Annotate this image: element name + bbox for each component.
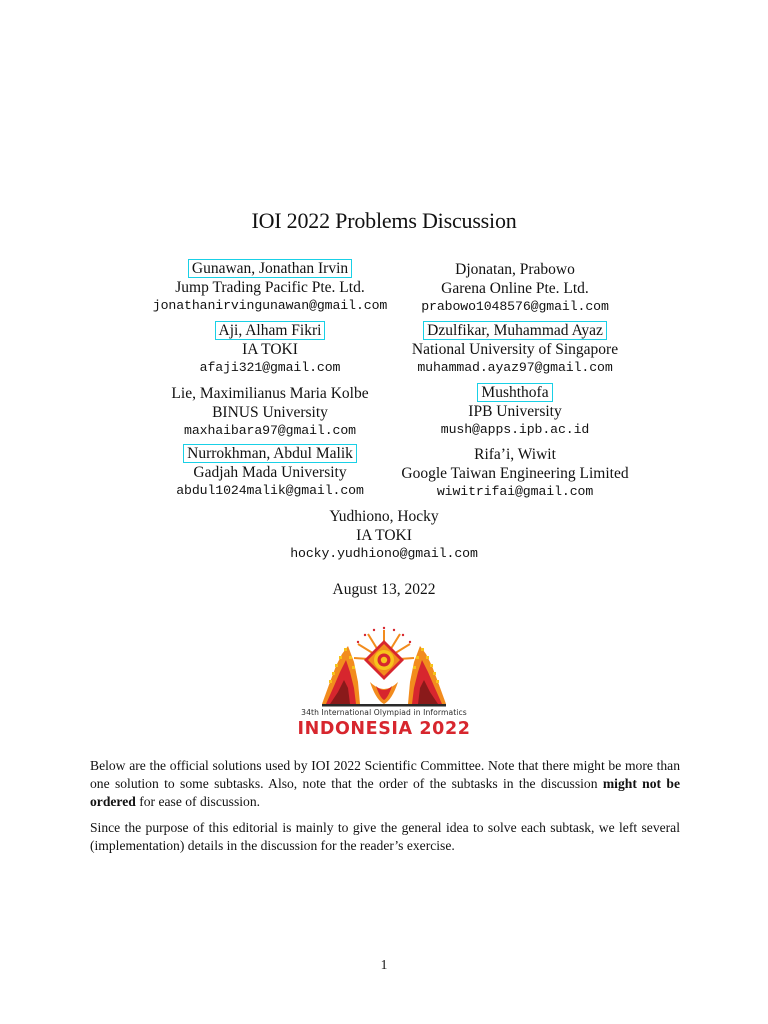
diamond-emblem-icon xyxy=(364,640,404,680)
author-email: abdul1024malik@gmail.com xyxy=(176,483,364,498)
logo-country: INDONESIA xyxy=(297,719,413,739)
author-affiliation: IA TOKI xyxy=(242,341,298,358)
author-name: Djonatan, Prabowo xyxy=(455,261,575,278)
body-text xyxy=(90,757,680,863)
author-affiliation: Google Taiwan Engineering Limited xyxy=(401,465,629,482)
author-affiliation: National University of Singapore xyxy=(411,341,619,358)
author-name-link[interactable]: Gunawan, Jonathan Irvin xyxy=(188,259,352,278)
author-affiliation: IA TOKI xyxy=(356,527,412,544)
paragraph xyxy=(90,757,680,811)
logo-caption: 34th International Olympiad in Informatics xyxy=(301,708,467,717)
author-email: maxhaibara97@gmail.com xyxy=(184,423,356,438)
author-email: hocky.yudhiono@gmail.com xyxy=(290,546,478,561)
author-affiliation: BINUS University xyxy=(212,404,328,421)
ioi-logo-emblem xyxy=(304,626,464,712)
paragraph-text: Below are the official solutions used by IOI 2022 Scientific Committee. Note that there might be more than one solution to some subtasks. Also, note that the order of the subtasks in the discussion xyxy=(90,758,680,791)
author-block xyxy=(355,384,675,439)
author-name-link[interactable]: Mushthofa xyxy=(477,383,552,402)
left-temple-icon xyxy=(322,646,360,704)
author-name: Lie, Maximilianus Maria Kolbe xyxy=(171,385,369,402)
flame-icon xyxy=(370,682,398,704)
author-block xyxy=(355,445,675,501)
author-email: prabowo1048576@gmail.com xyxy=(421,299,609,314)
author-name: Rifa’i, Wiwit xyxy=(474,446,556,463)
page-number: 1 xyxy=(380,957,388,972)
paper-title: IOI 2022 Problems Discussion xyxy=(251,208,517,233)
author-email: afaji321@gmail.com xyxy=(199,360,341,375)
right-temple-icon xyxy=(408,646,446,704)
author-block xyxy=(355,260,675,316)
author-email: jonathanirvingunawan@gmail.com xyxy=(152,298,388,313)
author-name-link[interactable]: Aji, Alham Fikri xyxy=(215,321,326,340)
paper-date: August 13, 2022 xyxy=(332,581,436,598)
author-name-link[interactable]: Dzulfikar, Muhammad Ayaz xyxy=(423,321,607,340)
author-affiliation: IPB University xyxy=(468,403,562,420)
author-affiliation: Garena Online Pte. Ltd. xyxy=(441,280,589,297)
logo-year: 2022 xyxy=(419,719,471,739)
author-email: wiwitrifai@gmail.com xyxy=(436,484,594,499)
paragraph xyxy=(90,819,680,855)
paragraph-bold-text: might not be ordered xyxy=(90,776,681,809)
logo-base-line xyxy=(322,704,446,707)
paragraph-text: Since the purpose of this editorial is mainly to give the general idea to solve each subtask, we left several (implementation) details in the discussion for the reader’s exercise. xyxy=(90,820,680,853)
author-block xyxy=(355,322,675,377)
author-affiliation: Gadjah Mada University xyxy=(193,464,347,481)
author-block xyxy=(224,507,544,563)
author-name: Yudhiono, Hocky xyxy=(329,508,439,525)
author-name-link[interactable]: Nurrokhman, Abdul Malik xyxy=(183,444,357,463)
author-email: mush@apps.ipb.ac.id xyxy=(440,422,590,437)
logo-wordmark xyxy=(0,719,768,739)
paragraph-text: for ease of discussion. xyxy=(135,794,261,809)
author-affiliation: Jump Trading Pacific Pte. Ltd. xyxy=(175,279,365,296)
author-email: muhammad.ayaz97@gmail.com xyxy=(417,360,613,375)
